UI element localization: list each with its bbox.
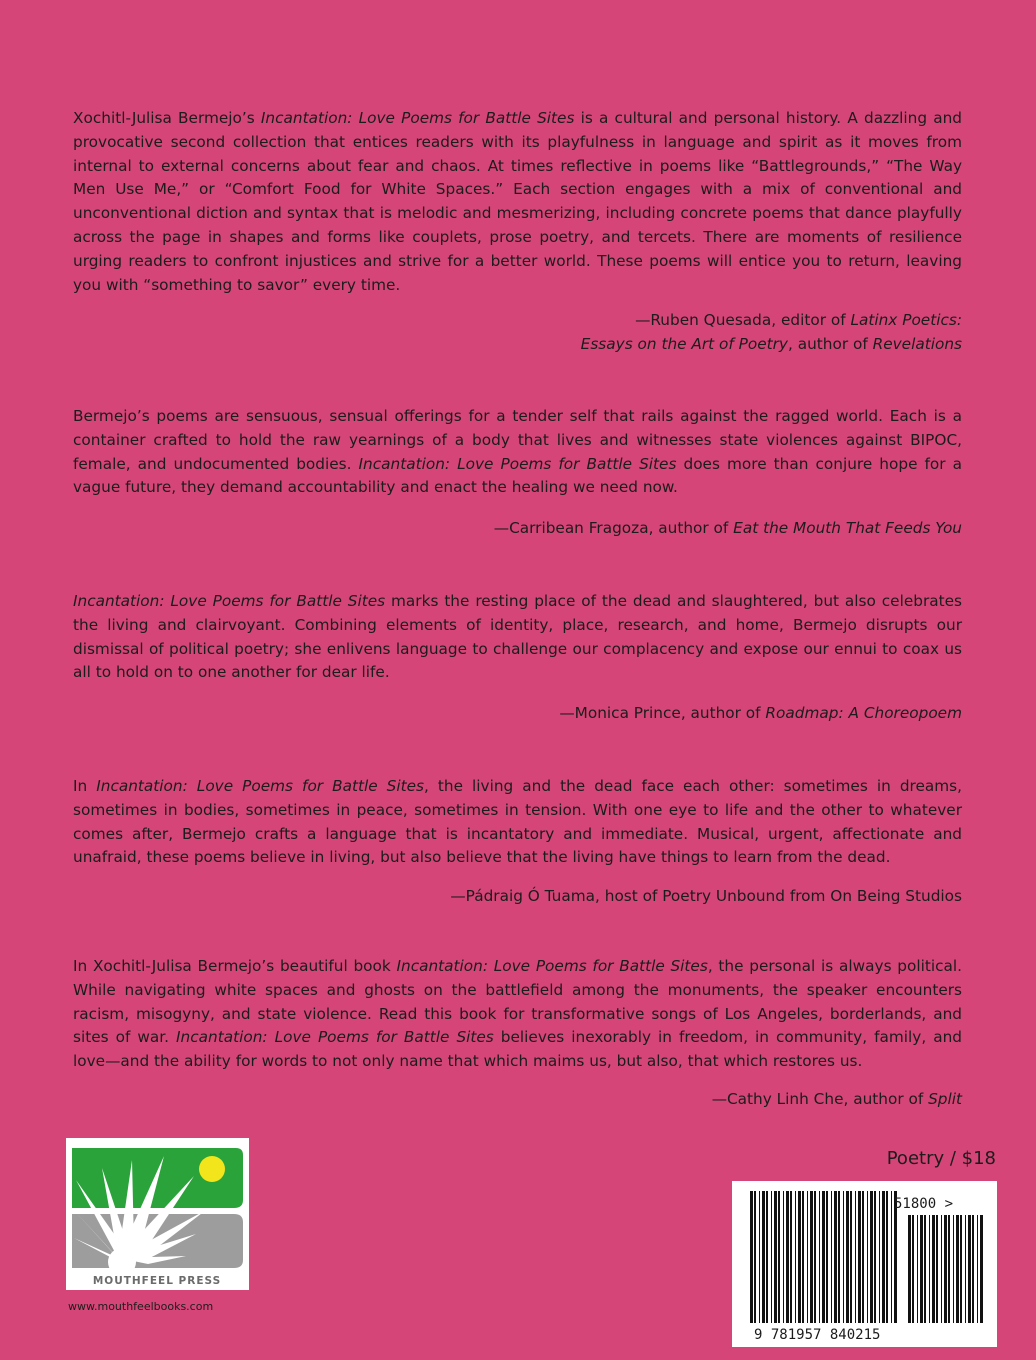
- attribution-prince: [362, 702, 962, 726]
- isbn-barcode: [732, 1181, 997, 1347]
- blurb-quesada: [73, 107, 962, 297]
- blurb-fragoza: [73, 405, 962, 500]
- blurb-text: In Xochitl-Julisa Bermejo’s beautiful book Incantation: Love Poems for Battle Sites, the personal is always political. While navigating white spaces and ghosts on the battlefield among the monuments, the speaker encounters racism, misogyny, and state violence. Read this book for transformative songs of Los Angeles, borderlands, and sites of war. Incantation: Love Poems for Battle Sites believes inexorably in freedom, in community, family, and love—and the ability for words to not only name that which maims us, but also, that which restores us.: [73, 957, 962, 1071]
- blurb-text: Incantation: Love Poems for Battle Sites marks the resting place of the dead and slaughtered, but also celebrates the living and clairvoyant. Combining elements of identity, place, research, and home, Bermejo disrupts our dismissal of political poetry; she enlivens language to challenge our complacency and expose our ennui to coax us all to hold on to one another for dear life.: [73, 592, 963, 682]
- publisher-logo: [66, 1138, 249, 1290]
- blurb-prince: [73, 590, 962, 685]
- barcode-addon-digits: 51800 >: [894, 1196, 954, 1212]
- attribution-tuama: [362, 885, 962, 909]
- attribution-quesada: [362, 309, 962, 357]
- mouthfeel-logo-icon: [66, 1138, 249, 1290]
- attribution-fragoza: [362, 517, 962, 541]
- barcode-graphic: [732, 1181, 997, 1347]
- blurb-text: Bermejo’s poems are sensuous, sensual offerings for a tender self that rails against the ragged world. Each is a container crafted to hold the raw yearnings of a body that lives and witnesses state violences against BIPOC, female, and undocumented bodies. Incantation: Love Poems for Battle Sites does more than conjure hope for a vague future, they demand accountability and enact the healing we need now.: [73, 407, 962, 497]
- barcode-addon-bars: [908, 1215, 983, 1323]
- price-label: Poetry / $18: [886, 1148, 996, 1169]
- attribution-che: [362, 1088, 962, 1112]
- attribution-line: Essays on the Art of Poetry, author of Revelations: [580, 334, 962, 353]
- attribution-line: —Cathy Linh Che, author of Split: [711, 1090, 962, 1108]
- logo-sun: [199, 1156, 225, 1182]
- logo-text: MOUTHFEEL PRESS: [92, 1275, 222, 1287]
- attribution-line: —Ruben Quesada, editor of Latinx Poetics:: [635, 311, 962, 329]
- blurb-text: Xochitl-Julisa Bermejo’s Incantation: Love Poems for Battle Sites is a cultural and personal history. A dazzling and provocative second collection that entices readers with its playfulness in language and spirit as it moves from internal to external concerns about fear and chaos. At times reflective in poems like “Battlegrounds,” “The Way Men Use Me,” or “Comfort Food for White Spaces.” Each section engages with a mix of conventional and unconventional diction and syntax that is melodic and mesmerizing, including concrete poems that dance playfully across the page in shapes and forms like couplets, prose poetry, and tercets. There are moments of resilience urging readers to confront injustices and strive for a better world. These poems will entice you to return, leaving you with “something to savor” every time.: [73, 109, 962, 294]
- barcode-isbn-digits: 9 781957 840215: [754, 1327, 881, 1343]
- publisher-url[interactable]: www.mouthfeelbooks.com: [68, 1300, 214, 1313]
- blurb-tuama: [73, 775, 962, 870]
- attribution-line: —Carribean Fragoza, author of Eat the Mouth That Feeds You: [493, 519, 962, 537]
- attribution-line: —Monica Prince, author of Roadmap: A Choreopoem: [559, 704, 962, 722]
- blurb-che: [73, 955, 962, 1074]
- barcode-main-bars: [750, 1191, 897, 1323]
- blurb-text: In Incantation: Love Poems for Battle Sites, the living and the dead face each other: sometimes in dreams, sometimes in bodies, sometimes in peace, sometimes in tension. With one eye to life and the other to whatever comes after, Bermejo crafts a language that is incantatory and immediate. Musical, urgent, affectionate and unafraid, these poems believe in living, but also believe that the living have things to learn from the dead.: [73, 777, 962, 867]
- attribution-line: —Pádraig Ó Tuama, host of Poetry Unbound from On Being Studios: [450, 887, 962, 905]
